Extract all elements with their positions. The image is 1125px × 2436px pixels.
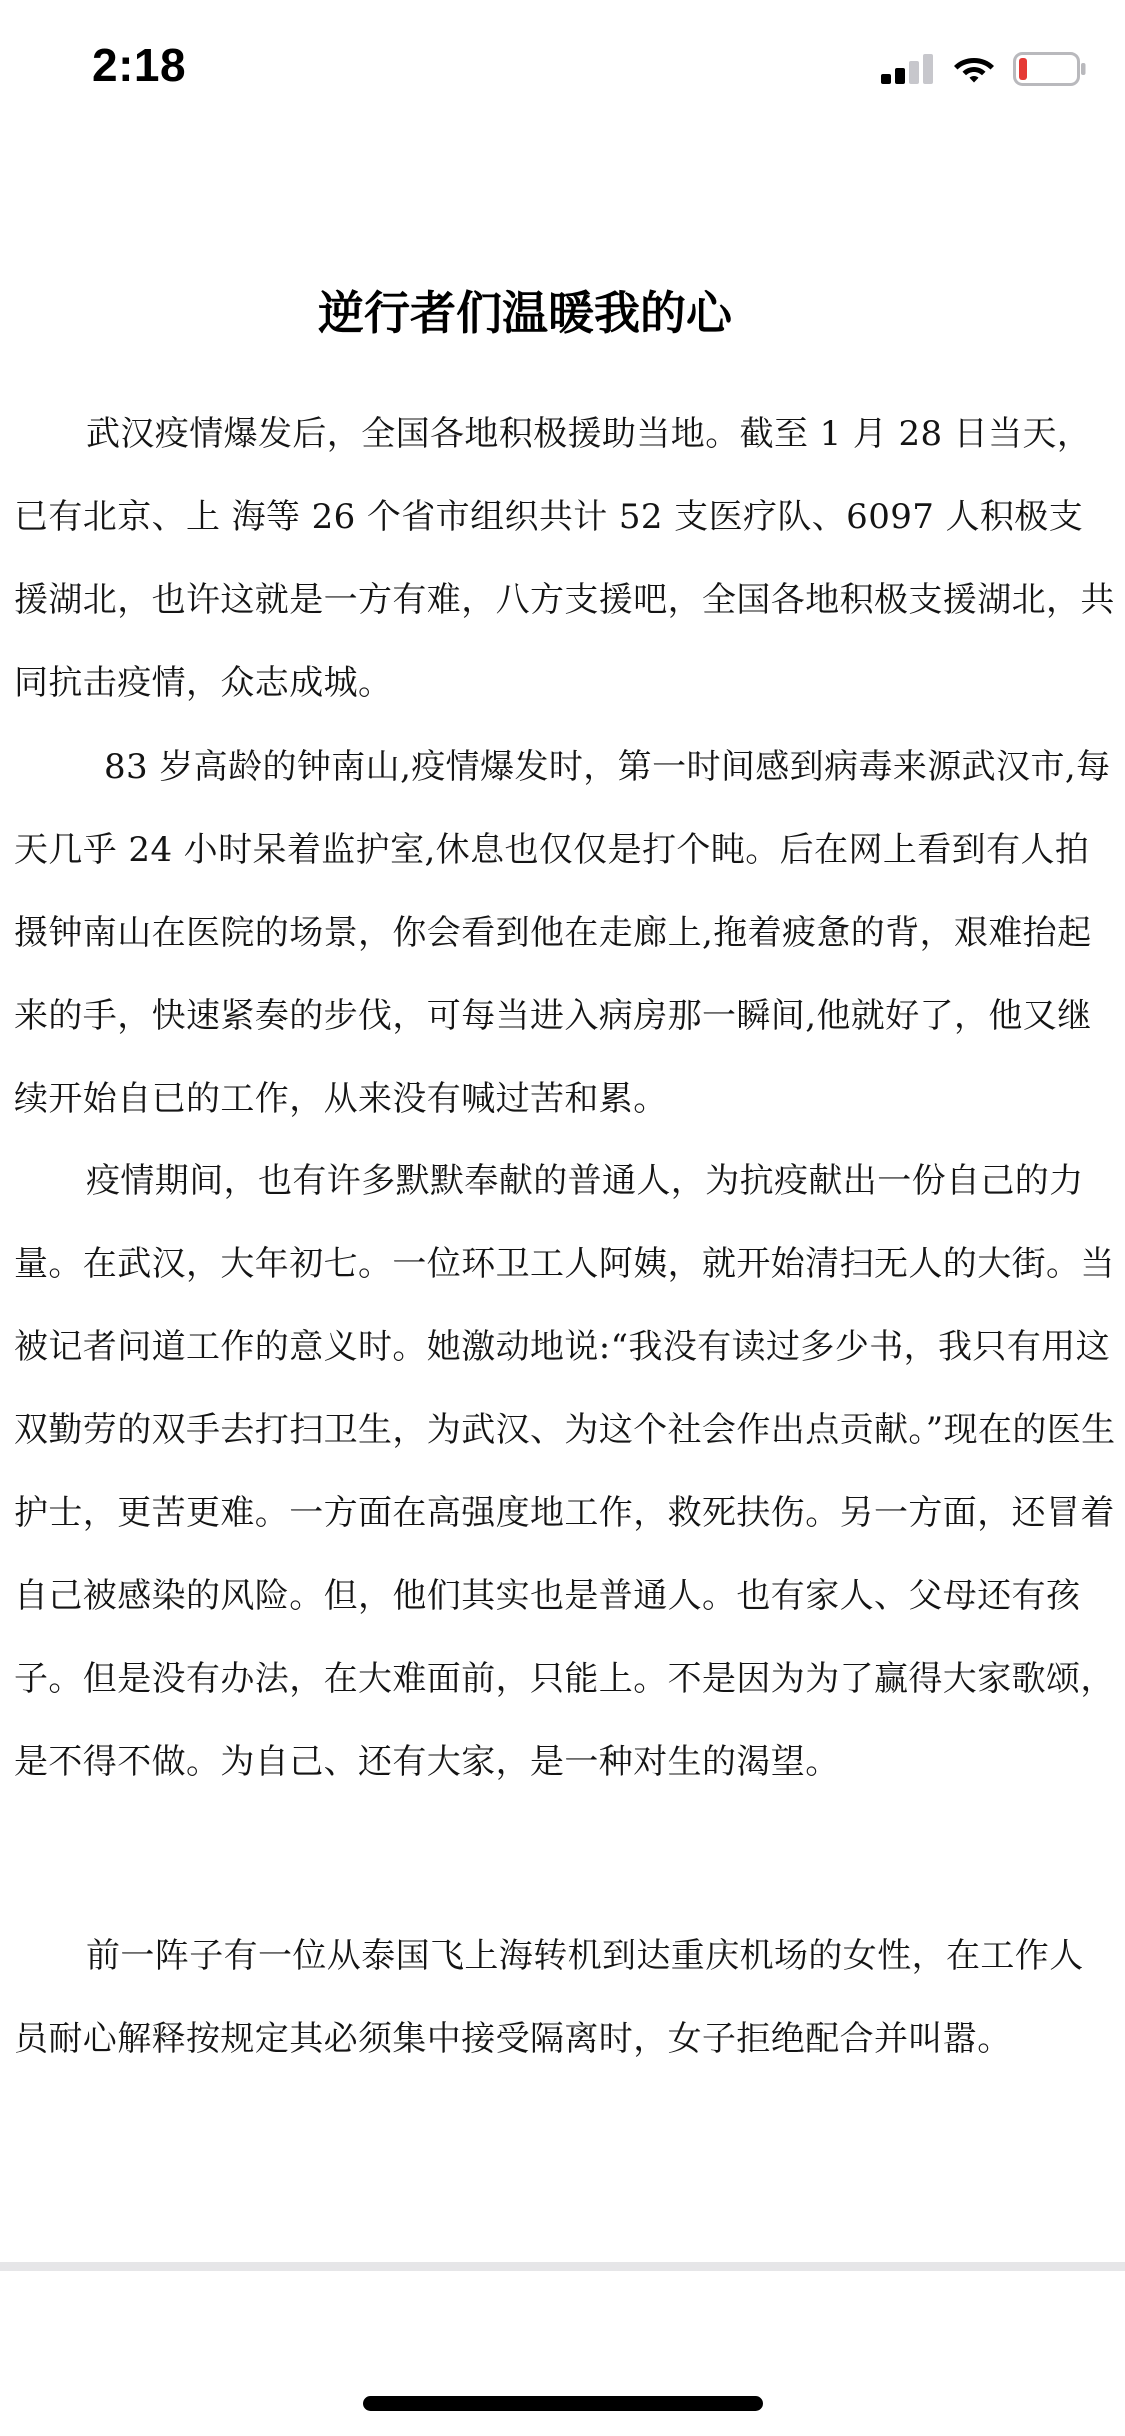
document-title: 逆行者们温暖我的心 [318, 286, 732, 340]
paragraph-4: 前一阵子有一位从泰国飞上海转机到达重庆机场的女性，在工作人员耐心解释按规定其必须集中接受隔离时，女子拒绝配合并叫嚣。 [14, 1936, 1084, 2059]
home-indicator[interactable] [363, 2396, 763, 2411]
paragraph-2: 83 岁高龄的钟南山,疫情爆发时，第一时间感到病毒来源武汉市,每天几乎 24 小时呆着监护室,休息也仅仅是打个盹。后在网上看到有人拍摄钟南山在医院的场景，你会看到他在走廊上,拖着疲惫的背，艰难抬起来的手，快速紧奏的步伐，可每当进入病房那一瞬间,他就好了，他又继续开始自已的工作，从来没有喊过苦和累。 [14, 747, 1111, 1119]
status-time: 2:18 [92, 39, 187, 91]
paragraph-3: 疫情期间，也有许多默默奉献的普通人，为抗疫献出一份自己的力量。在武汉，大年初七。一位环卫工人阿姨，就开始清扫无人的大街。当被记者问道工作的意义时。她激动地说:“我没有读过多少书，我只有用这双勤劳的双手去打扫卫生，为武汉、为这个社会作出点贡献。”现在的医生护士，更苦更难。一方面在高强度地工作，救死扶伤。另一方面，还冒着自己被感染的风险。但，他们其实也是普通人。也有家人、父母还有孩子。但是没有办法，在大难面前，只能上。不是因为为了赢得大家歌颂，是不得不做。为自己、还有大家，是一种对生的渴望。 [14, 1161, 1116, 1782]
paragraph-1: 武汉疫情爆发后，全国各地积极援助当地。截至 1 月 28 日当天，已有北京、上 海等 26 个省市组织共计 52 支医疗队、6097 人积极支援湖北，也许这就是一方有难，八方支援吧，全国各地积极支援湖北，共同抗击疫情，众志成城。 [14, 414, 1115, 703]
bottom-divider [0, 2262, 1125, 2271]
